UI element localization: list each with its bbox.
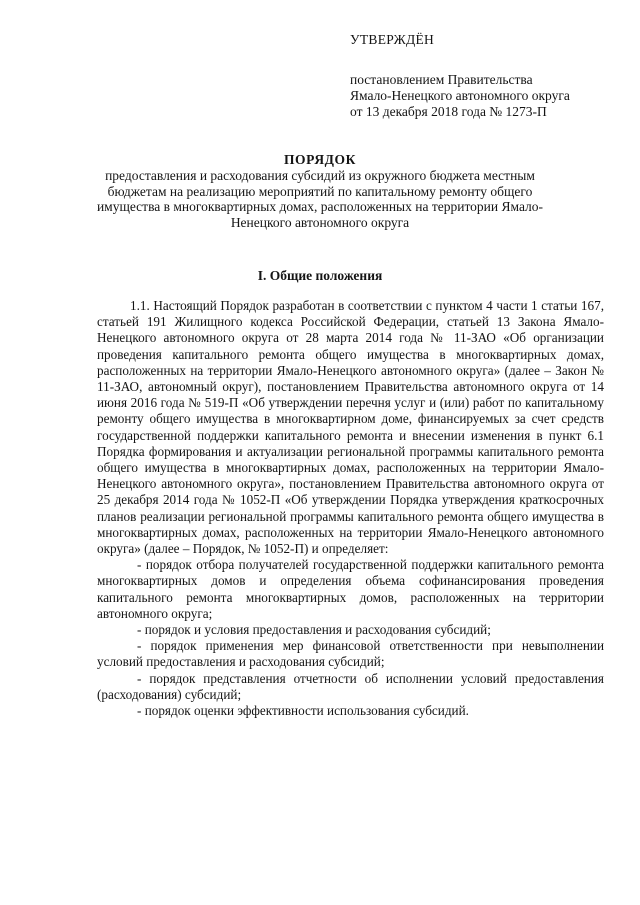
- list-item: - порядок применения мер финансовой ответственности при невыполнении условий предоставления и расходования субсидий;: [97, 638, 604, 670]
- document-title-block: [90, 152, 550, 230]
- approval-line: постановлением Правительства: [350, 72, 533, 87]
- approval-heading: УТВЕРЖДЁН: [350, 32, 435, 47]
- list-item: - порядок отбора получателей государственной поддержки капитального ремонта многоквартирных домов и определения объема софинансирования проведения капитального ремонта многоквартирных домов, расположенных на территории автономного округа;: [97, 557, 604, 621]
- document-title: ПОРЯДОК: [283, 152, 357, 167]
- list-item: - порядок оценки эффективности использования субсидий.: [137, 703, 469, 719]
- section-heading: I. Общие положения: [257, 268, 383, 283]
- list-item: - порядок представления отчетности об исполнении условий предоставления (расходования) субсидий;: [97, 670, 604, 702]
- approval-line: от 13 декабря 2018 года № 1273-П: [350, 104, 547, 119]
- document-subtitle: предоставления и расходования субсидий из окружного бюджета местным бюджетам на реализацию мероприятий по капитальному ремонту общего имущества в многоквартирных домах, расположенных на территории Ямало-Ненецкого автономного округа: [96, 168, 544, 230]
- paragraph-1-1: 1.1. Настоящий Порядок разработан в соответствии с пунктом 4 части 1 статьи 167, статьей 191 Жилищного кодекса Российской Федерации, статьей 13 Закона Ямало-Ненецкого автономного округа от 28 марта 2014 года № 11-ЗАО «Об организации проведения капитального ремонта общего имущества в многоквартирных домах, расположенных на территории Ямало-Ненецкого автономного округа» (далее – Закон № 11-ЗАО, автономный округ), постановлением Правительства автономного округа от 14 июня 2016 года № 519-П «Об утверждении перечня услуг и (или) работ по капитальному ремонту общего имущества в многоквартирном доме, финансируемых за счет средств государственной поддержки капитального ремонта и внесении изменения в пункт 6.1 Порядка формирования и актуализации региональной программы капитального ремонта общего имущества в многоквартирных домах, расположенных на территории Ямало-Ненецкого автономного округа», постановлением Правительства автономного округа от 25 декабря 2014 года № 1052-П «Об утверждении Порядка утверждения краткосрочных планов реализации региональной программы капитального ремонта общего имущества в многоквартирных домах, расположенных на территории Ямало-Ненецкого автономного округа» (далее – Порядок, № 1052-П) и определяет:: [97, 298, 604, 557]
- document-body: [97, 298, 604, 719]
- approval-line: Ямало-Ненецкого автономного округа: [350, 88, 570, 103]
- approval-stamp: [350, 32, 620, 120]
- list-item: - порядок и условия предоставления и расходования субсидий;: [137, 622, 491, 638]
